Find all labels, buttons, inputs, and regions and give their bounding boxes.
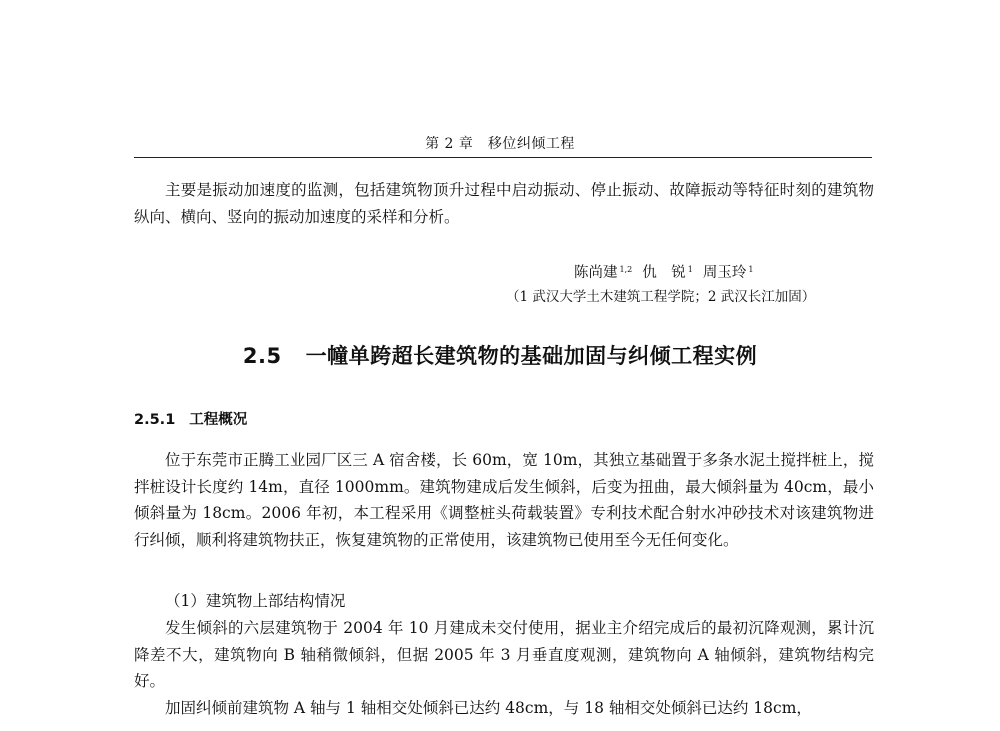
section-number: 2.5 bbox=[242, 344, 282, 368]
subsection-title: 工程概况 bbox=[189, 412, 248, 428]
overview-paragraph: 位于东莞市正腾工业园厂区三 A 宿舍楼，长 60m，宽 10m，其独立基础置于多条水泥土搅拌桩上，搅拌桩设计长度约 14m，直径 1000mm。建筑物建成后发生倾斜，后变为扭曲，最大倾斜量为 40cm，最小倾斜量为 18cm。2006 年初，本工程采用《调整桩头荷载装置》专利技术配合射水冲砂技术对该建筑物进行纠倾，顺利将建筑物扶正，恢复建筑物的正常使用，该建筑物已使用至今无任何变化。 bbox=[134, 451, 874, 549]
tilt-paragraph: 加固纠倾前建筑物 A 轴与 1 轴相交处倾斜已达约 48cm，与 18 轴相交处倾斜已达约 18cm， bbox=[165, 699, 812, 717]
structure-paragraph: 发生倾斜的六层建筑物于 2004 年 10 月建成未交付使用，据业主介绍完成后的最初沉降观测，累计沉降差不大，建筑物向 B 轴稍微倾斜，但据 2005 年 3 月垂直度观测，建筑物向 A 轴倾斜，建筑物结构完好。 bbox=[134, 619, 874, 690]
author-affiliations: （1 武汉大学土木建筑工程学院；2 武汉长江加固） bbox=[506, 289, 816, 305]
author-affiliation-mark: 1 bbox=[748, 265, 754, 274]
intro-paragraph: 主要是振动加速度的监测，包括建筑物顶升过程中启动振动、停止振动、故障振动等特征时刻的建筑物纵向、横向、竖向的振动加速度的采样和分析。 bbox=[134, 181, 874, 226]
author-name: 陈尚建 bbox=[574, 265, 618, 281]
running-header: 第 2 章 移位纠倾工程 bbox=[425, 136, 575, 152]
header-divider bbox=[134, 157, 872, 158]
subsection-number: 2.5.1 bbox=[134, 412, 176, 428]
author-affiliation-mark: 1 bbox=[687, 265, 693, 274]
author-line bbox=[574, 261, 763, 282]
section-title: 一幢单跨超长建筑物的基础加固与纠倾工程实例 bbox=[305, 344, 758, 368]
author-name: 仇 锐 bbox=[642, 265, 686, 281]
author-affiliation-mark: 1,2 bbox=[619, 265, 633, 274]
item-heading: （1）建筑物上部结构情况 bbox=[165, 592, 346, 610]
author-name: 周玉玲 bbox=[702, 265, 747, 281]
subsection-heading bbox=[134, 408, 247, 429]
section-heading bbox=[0, 340, 1000, 370]
